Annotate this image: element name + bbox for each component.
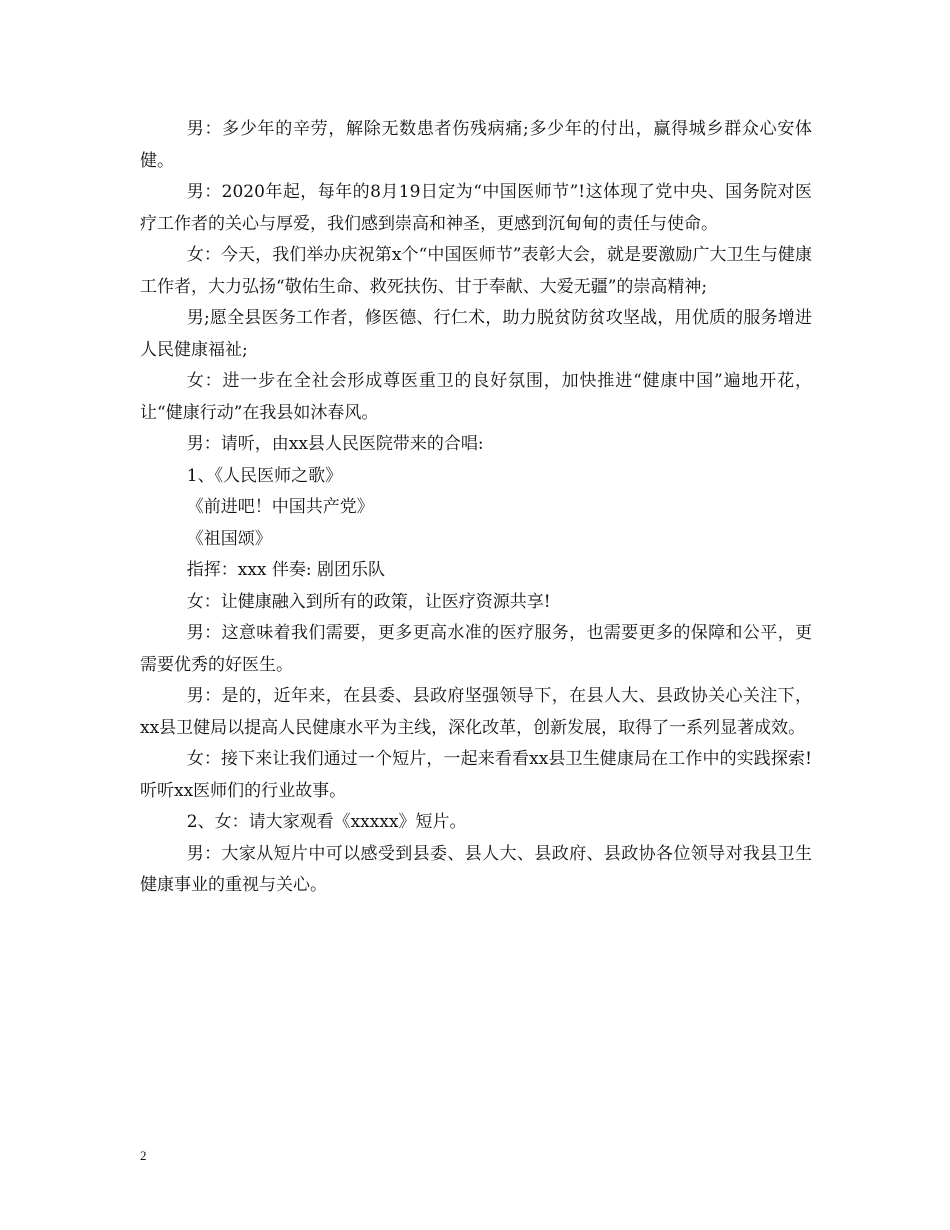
performance-credits: 指挥：xxx 伴奏: 剧团乐队: [186, 560, 386, 580]
paragraph: 女：让健康融入到所有的政策，让医疗资源共享!: [186, 591, 551, 612]
paragraph: 女：今天，我们举办庆祝第x个“中国医师节”表彰大会，就是要激励广大卫生与健康工作者，大力弘扬“敬佑生命、救死扶伤、甘于奉献、大爱无疆”的崇高精神;: [140, 245, 812, 297]
paragraph: 男：多少年的辛劳，解除无数患者伤残病痛;多少年的付出，赢得城乡群众心安体健。: [140, 119, 812, 171]
paragraph: 男：这意味着我们需要，更多更高水准的医疗服务，也需要更多的保障和公平，更需要优秀的好医生。: [140, 623, 812, 675]
paragraph: 女：接下来让我们通过一个短片，一起来看看xx县卫生健康局在工作中的实践探索!听听xx医师们的行业故事。: [140, 749, 812, 801]
paragraph: 男：大家从短片中可以感受到县委、县人大、县政府、县政协各位领导对我县卫生健康事业的重视与关心。: [140, 843, 812, 895]
paragraph: 女：进一步在全社会形成尊医重卫的良好氛围，加快推进“健康中国”遍地开花，让“健康行动”在我县如沐春风。: [140, 371, 812, 423]
paragraph: 男：2020年起，每年的8月19日定为“中国医师节”!这体现了党中央、国务院对医疗工作者的关心与厚爱，我们感到崇高和神圣，更感到沉甸甸的责任与使命。: [140, 182, 812, 234]
song-title: 《前进吧！中国共产党》: [186, 497, 374, 517]
song-title: 1、《人民医师之歌》: [186, 465, 343, 486]
paragraph: 男：请听，由xx县人民医院带来的合唱:: [186, 434, 484, 454]
page-number: 2: [140, 1148, 147, 1163]
paragraph: 男：是的，近年来，在县委、县政府坚强领导下，在县人大、县政协关心关注下，xx县卫健局以提高人民健康水平为主线，深化改革，创新发展，取得了一系列显著成效。: [140, 686, 812, 738]
paragraph: 2、女：请大家观看《xxxxx》短片。: [186, 812, 467, 832]
song-title: 《祖国颂》: [186, 528, 272, 549]
paragraph: 男;愿全县医务工作者，修医德、行仁术，助力脱贫防贫攻坚战，用优质的服务增进人民健康福祉;: [140, 308, 812, 360]
document-body: [140, 114, 812, 902]
